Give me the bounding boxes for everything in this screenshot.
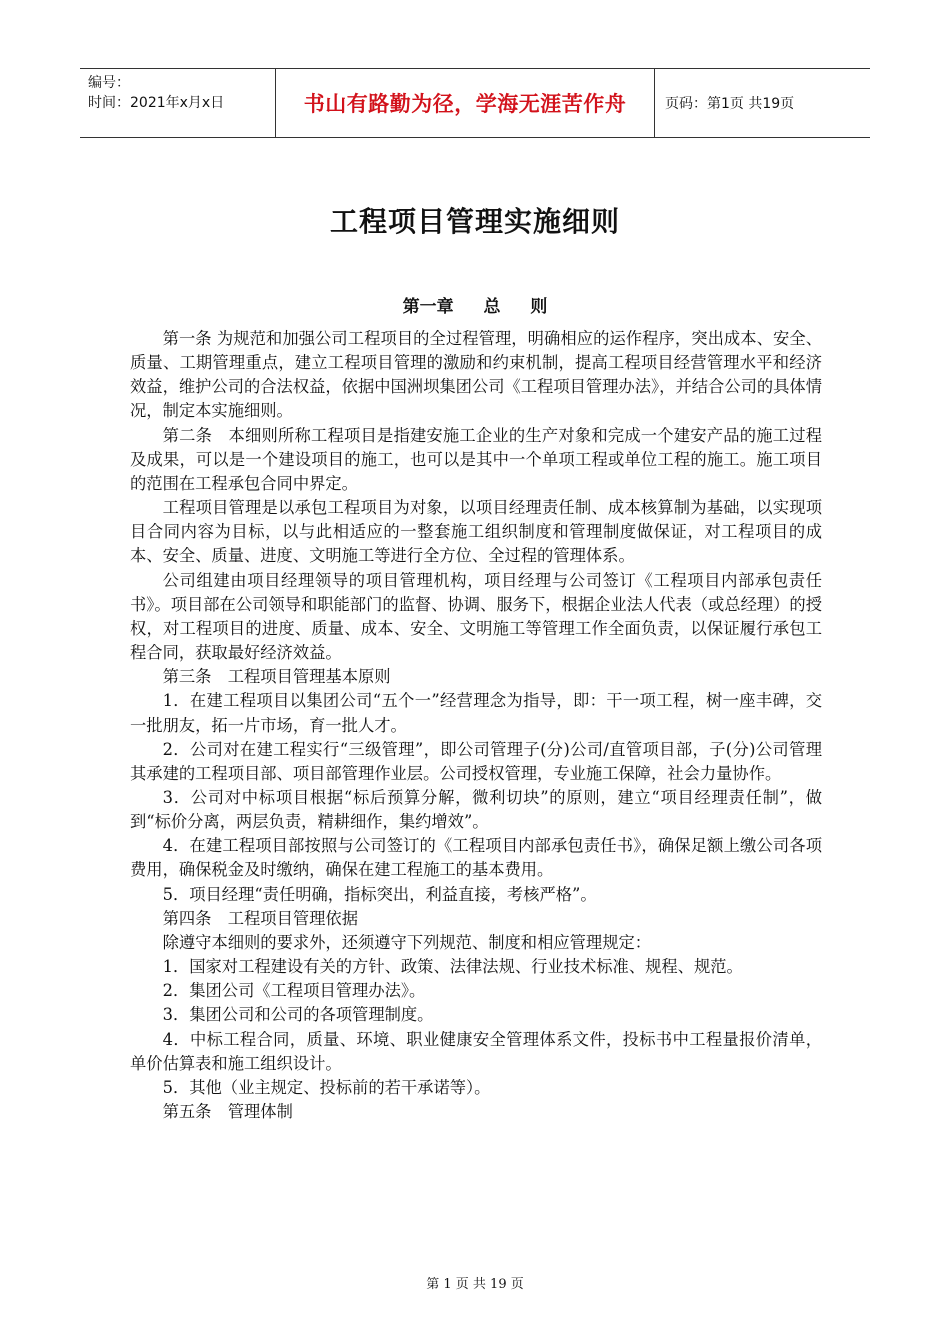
list-item: 3．集团公司和公司的各项管理制度。 [162, 1005, 434, 1025]
paragraph: 公司组建由项目经理领导的项目管理机构，项目经理与公司签订《工程项目内部承包责任书》。项目部在公司领导和职能部门的监督、协调、服务下，根据企业法人代表（或总经理）的授权，对工程项目的进度、质量、成本、安全、文明施工等管理工作全面负责，以保证履行承包工程合同，获取最好经济效益。 [130, 570, 822, 663]
document-body [130, 327, 822, 1124]
list-item: 1．国家对工程建设有关的方针、政策、法律法规、行业技术标准、规程、规范。 [162, 957, 743, 977]
list-item: 5．项目经理“责任明确，指标突出，利益直接，考核严格”。 [162, 884, 597, 904]
page-footer: 第 1 页 共 19 页 [426, 1277, 524, 1292]
list-item: 5．其他（业主规定、投标前的若干承诺等）。 [162, 1077, 491, 1097]
document-number-label: 编号： [88, 75, 130, 91]
article-heading: 第五条 管理体制 [162, 1102, 293, 1121]
list-item: 4．在建工程项目部按照与公司签订的《工程项目内部承包责任书》，确保足额上缴公司各项费用，确保税金及时缴纳，确保在建工程施工的基本费用。 [130, 836, 822, 880]
paragraph: 除遵守本细则的要求外，还须遵守下列规范、制度和相应管理规定： [162, 932, 652, 952]
article-heading: 第四条 工程项目管理依据 [162, 908, 358, 928]
list-item: 3．公司对中标项目根据“标后预算分解，微利切块”的原则，建立“项目经理责任制”，做到“标价分离，两层负责，精耕细作，集约增效”。 [130, 787, 822, 832]
page-header [80, 68, 870, 138]
document-title: 工程项目管理实施细则 [329, 205, 620, 238]
list-item: 2．公司对在建工程实行“三级管理”，即公司管理子(分)公司/直管项目部，子(分)公司管理其承建的工程项目部、项目部管理作业层。公司授权管理，专业施工保障，社会力量协作。 [130, 739, 822, 783]
paragraph: 第二条 本细则所称工程项目是指建安施工企业的生产对象和完成一个建安产品的施工过程及成果，可以是一个建设项目的施工，也可以是其中一个单项工程或单位工程的施工。施工项目的范围在工程承包合同中界定。 [130, 425, 822, 493]
chapter-number: 第一章 [402, 297, 454, 317]
article-heading: 第三条 工程项目管理基本原则 [162, 667, 391, 687]
list-item: 2．集团公司《工程项目管理办法》。 [162, 981, 426, 1001]
chapter-name-part1: 总 [483, 297, 501, 317]
header-page-info: 页码：第1页 共19页 [665, 96, 795, 112]
chapter-heading [0, 292, 950, 317]
header-motto: 书山有路勤为径，学海无涯苦作舟 [275, 69, 655, 137]
paragraph: 工程项目管理是以承包工程项目为对象，以项目经理责任制、成本核算制为基础，以实现项目合同内容为目标，以与此相适应的一整套施工组织制度和管理制度做保证，对工程项目的成本、安全、质量、进度、文明施工等进行全方位、全过程的管理体系。 [130, 498, 822, 566]
list-item: 4．中标工程合同，质量、环境、职业健康安全管理体系文件，投标书中工程量报价清单，单价估算表和施工组织设计。 [130, 1029, 822, 1073]
document-time-label: 时间：2021年x月x日 [88, 95, 225, 111]
paragraph: 第一条 为规范和加强公司工程项目的全过程管理，明确相应的运作程序，突出成本、安全、质量、工期管理重点，建立工程项目管理的激励和约束机制，提高工程项目经营管理水平和经济效益，维护公司的合法权益，依据中国洲坝集团公司《工程项目管理办法》，并结合公司的具体情况，制定本实施细则。 [130, 329, 822, 421]
list-item: 1．在建工程项目以集团公司“五个一”经营理念为指导，即：干一项工程，树一座丰碑，交一批朋友，拓一片市场，育一批人才。 [130, 691, 822, 735]
chapter-name-part2: 则 [530, 297, 548, 317]
header-meta [80, 69, 275, 137]
